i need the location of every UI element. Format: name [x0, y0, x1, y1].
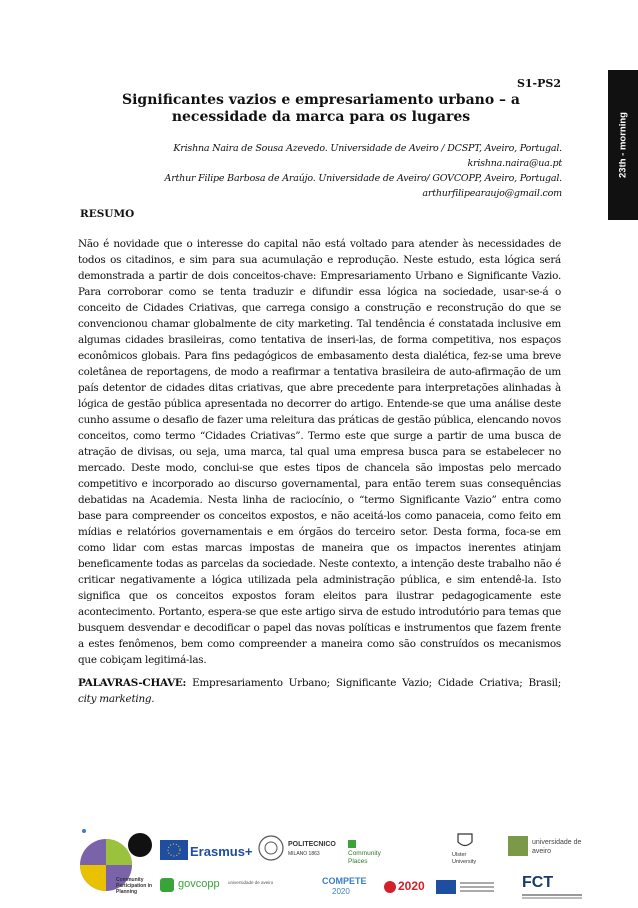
abstract-body: Não é novidade que o interesse do capital não está voltado para atender às necessidades de todos os citadinos, e sim para sua acumulação e reprodução. Neste estudo, esta lógica será demonstrada a partir de dois conceitos-chave: Empresariamento Urbano e Significante Vazio. Para corroborar como se tenta traduzir e difundir essa lógica na sociedade, usar-se-á o conceito de Cidades Criativas, que carrega consigo a construção e reconstrução do que se convencionou chamar globalmente de city marketing. Tal tendência é constatada inclusive em algumas cidades brasileiras, como tentativa de inseri-las, de forma competitiva, nos espaços econômicos globais. Para fins pedagógicos de embasamento desta dialética, fez-se uma breve coletânea de reportagens, de modo a reafirmar a tentativa brasileira de auto-afirmação de um país detentor de cidades ditas criativas, que abre precedente para interpretações alinhadas à lógica de gestão pública apresentada no decorrer do artigo. Entende-se que uma análise deste cunho assume o desafio de fazer uma releitura das práticas de gestão pública, elencando novos conceitos, como termo “Cidades Criativas”. Termo este que surge a partir de uma busca de atração de divisas, ou seja, uma marca, tal qual uma empresa busca para se estabelecer no mercado. Deste modo, conclui-se que estes tipos de chancela são impostas pelo mercado competitivo e incorporado ao discurso governamental, para então terem suas consequências debatidas na Academia. Nesta linha de raciocínio, o “termo Significante Vazio” entra como base para compreender os conceitos expostos, e não aceitá-los como panaceia, como feito em mídias e relatórios governamentais e em órgãos do terceiro setor. Desta forma, foca-se em como lidar com estas marcas impostas de maneira que os impactos inerentes atinjam beneficamente todas as parcelas da sociedade. Neste contexto, a intenção deste trabalho não é criticar negativamente a lógica utilizada pela administração pública, e sim entendê-la. Isto significa que os conceitos expostos foram eleitos para ilustrar pedagogicamente este acontecimento. Portanto, espera-se que este artigo sirva de estudo introdutório para temas que busquem desvendar e decodificar o papel das novas políticas e instrumentos que fazem frente a estes fenômenos, bem como compreender a maneira como são construídos os mecanismos que cobiçam legitimá-las.	[78, 238, 561, 666]
ua-logo	[508, 832, 588, 864]
ua-small-logo-text: universidade de aveiro	[228, 880, 274, 885]
cpp-logo	[78, 825, 158, 903]
portugal2020-logo	[384, 878, 434, 900]
ua-logo-mark-icon	[508, 836, 528, 856]
ulster-crest-icon	[456, 832, 474, 850]
politecnico-logo-sub: MILANO 1863	[288, 851, 320, 857]
compete-logo	[322, 876, 374, 902]
erasmus-logo-text: Erasmus+	[190, 844, 253, 859]
govcopp-mark-icon	[160, 878, 174, 892]
portugal2020-mark-icon	[384, 881, 396, 893]
fct-logo-text: FCT	[522, 874, 554, 891]
govcopp-logo-text: govcopp	[178, 878, 220, 890]
session-side-tab	[608, 70, 638, 220]
session-side-tab-label: 23th - morning	[617, 112, 629, 178]
keywords-last: city marketing.	[78, 693, 155, 705]
compete-logo-year: 2020	[332, 887, 350, 896]
eu-funding-lines-icon	[460, 882, 494, 884]
eu-funding-logo	[436, 878, 496, 898]
politecnico-logo-text: POLITECNICO	[288, 841, 336, 848]
paper-title: Significantes vazios e empresariamento urbano – a necessidade da marca para os lugares	[122, 92, 520, 125]
cpp-logo-text: Community Participation in Planning	[116, 877, 153, 895]
abstract-heading: RESUMO	[80, 208, 135, 220]
ulster-logo-text: Ulster University	[452, 852, 477, 865]
authors-block	[165, 141, 562, 201]
session-code: S1-PS2	[516, 77, 561, 90]
fct-logo	[514, 874, 588, 902]
ua-small-logo	[228, 878, 308, 898]
eu-flag-small-icon	[436, 880, 456, 894]
politecnico-logo	[258, 832, 338, 866]
author-2-affiliation: Arthur Filipe Barbosa de Araújo. Universidade de Aveiro/ GOVCOPP, Aveiro, Portugal.	[164, 173, 562, 184]
politecnico-seal-icon	[258, 835, 284, 861]
keywords	[78, 675, 561, 707]
community-places-text: Community Places	[348, 850, 381, 865]
community-places-mark-icon	[348, 840, 356, 848]
compete-logo-text: COMPETE	[322, 876, 367, 886]
ulster-logo	[452, 832, 492, 870]
keywords-list: Empresariamento Urbano; Significante Vazio; Cidade Criativa; Brasil;	[192, 677, 561, 689]
author-1-email: krishna.naira@ua.pt	[467, 158, 562, 169]
fct-logo-lines-icon	[522, 894, 582, 896]
eu-flag-icon	[160, 840, 188, 860]
ua-logo-text: universidade de aveiro	[532, 839, 582, 855]
author-2-email: arthurfilipearaujo@gmail.com	[422, 188, 562, 199]
erasmus-logo	[160, 840, 253, 866]
partner-logos-footer	[0, 820, 638, 903]
govcopp-logo	[160, 876, 230, 898]
portugal2020-logo-text: 2020	[398, 879, 425, 893]
author-1-affiliation: Krishna Naira de Sousa Azevedo. Universidade de Aveiro / DCSPT, Aveiro, Portugal.	[173, 143, 562, 154]
keywords-label: PALAVRAS-CHAVE:	[78, 677, 187, 689]
community-places-logo	[348, 840, 394, 870]
